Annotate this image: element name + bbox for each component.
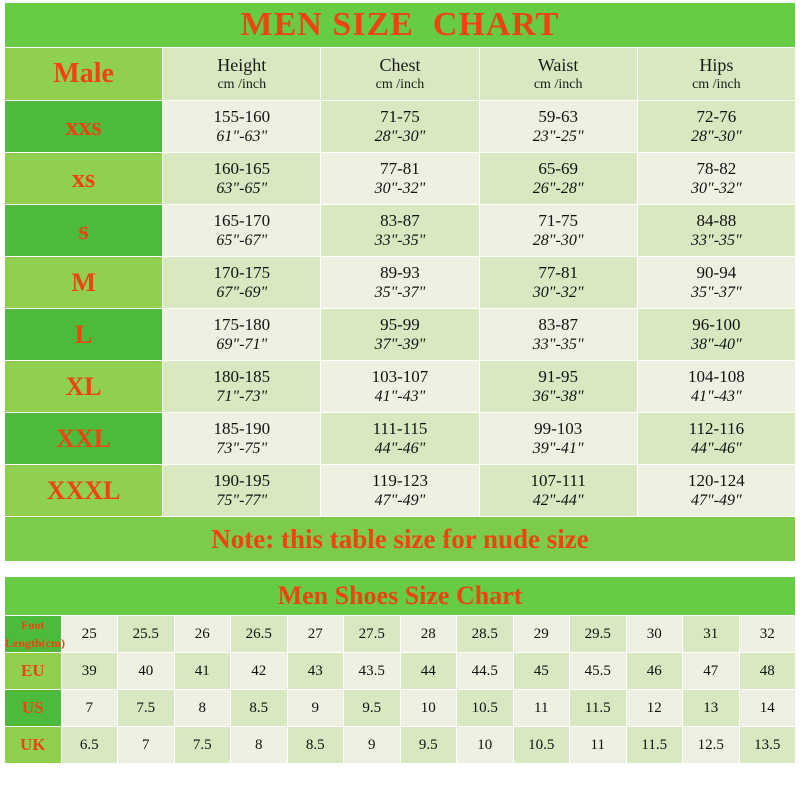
shoe-cell-text: 7 xyxy=(142,737,150,753)
cell-chest-in: 44"-46" xyxy=(374,440,426,457)
cell-hips xyxy=(637,309,795,361)
cell-hips-in: 28"-30" xyxy=(690,128,742,145)
table-row xyxy=(5,205,796,257)
shoe-cell xyxy=(344,690,401,727)
shoe-cell xyxy=(513,616,570,653)
shoe-row-us xyxy=(5,690,796,727)
shoe-cell-text: 42 xyxy=(251,663,267,679)
shoe-cell xyxy=(739,616,796,653)
shoe-cell xyxy=(61,653,118,690)
shoe-cell-text: 8.5 xyxy=(305,737,325,753)
row-size-label xyxy=(5,309,163,361)
cell-hips-in: 41"-43" xyxy=(690,388,742,405)
row-size-label xyxy=(5,101,163,153)
row-size-text: XXXL xyxy=(46,475,121,505)
header-waist-label: Waist xyxy=(537,55,579,75)
shoe-cell xyxy=(739,690,796,727)
cell-chest-in: 37"-39" xyxy=(374,336,426,353)
cell-chest-cm: 83-87 xyxy=(380,211,420,230)
row-size-text: XXL xyxy=(56,423,112,453)
header-waist-cell xyxy=(479,48,637,101)
cell-height-in: 75"-77" xyxy=(216,492,268,509)
shoe-cell-text: 9.5 xyxy=(362,700,382,716)
cell-hips xyxy=(637,153,795,205)
table-row xyxy=(5,101,796,153)
shoe-cell-text: 9.5 xyxy=(418,737,438,753)
shoe-cell-text: 39 xyxy=(81,663,97,679)
shoe-cell xyxy=(231,727,288,764)
cell-waist-in: 23"-25" xyxy=(532,128,584,145)
shoe-cell xyxy=(118,616,175,653)
cell-chest-cm: 119-123 xyxy=(371,471,428,490)
shoe-cell-text: 25.5 xyxy=(132,626,159,642)
cell-chest-cm: 103-107 xyxy=(371,367,429,386)
shoe-cell-text: 12.5 xyxy=(697,737,724,753)
shoe-row-foot-length xyxy=(5,616,796,653)
shoe-cell-text: 47 xyxy=(703,663,719,679)
shoe-cell xyxy=(231,690,288,727)
cell-height xyxy=(163,361,321,413)
cell-waist-in: 26"-28" xyxy=(532,180,584,197)
header-chest-label: Chest xyxy=(379,55,421,75)
cell-waist xyxy=(479,153,637,205)
shoe-cell xyxy=(683,616,740,653)
cell-hips-cm: 78-82 xyxy=(696,159,737,178)
shoe-cell xyxy=(513,690,570,727)
shoe-row-label xyxy=(5,727,62,764)
cell-height-in: 71"-73" xyxy=(216,388,268,405)
shoe-cell-text: 30 xyxy=(646,626,662,642)
cell-waist-cm: 59-63 xyxy=(538,107,578,126)
cell-waist xyxy=(479,309,637,361)
header-height-unit: cm /inch xyxy=(217,77,267,92)
shoe-cell xyxy=(61,727,118,764)
shoe-cell xyxy=(400,653,457,690)
cell-height-cm: 155-160 xyxy=(213,107,271,126)
shoe-cell xyxy=(174,653,231,690)
cell-height-in: 67"-69" xyxy=(216,284,268,301)
cell-height-cm: 165-170 xyxy=(213,211,271,230)
shoe-cell-text: 26 xyxy=(194,626,210,642)
row-size-text: XL xyxy=(65,371,102,401)
table-row xyxy=(5,153,796,205)
cell-height-cm: 160-165 xyxy=(213,159,271,178)
shoe-cell xyxy=(626,616,683,653)
shoe-cell xyxy=(287,616,344,653)
shoe-cell xyxy=(344,653,401,690)
cell-chest xyxy=(321,361,479,413)
shoe-row-label xyxy=(5,653,62,690)
shoe-cell-text: 13 xyxy=(703,700,719,716)
shoe-cell xyxy=(739,727,796,764)
table-header-row xyxy=(5,48,796,101)
cell-height-in: 61"-63" xyxy=(216,128,268,145)
cell-chest-in: 35"-37" xyxy=(374,284,426,301)
shoe-cell xyxy=(174,690,231,727)
cell-hips xyxy=(637,361,795,413)
shoe-cell xyxy=(344,727,401,764)
shoe-cell-text: 12 xyxy=(646,700,662,716)
cell-hips-in: 44"-46" xyxy=(690,440,742,457)
cell-waist-in: 39"-41" xyxy=(532,440,584,457)
shoe-cell xyxy=(118,690,175,727)
cell-hips xyxy=(637,413,795,465)
shoe-cell xyxy=(174,616,231,653)
shoe-row-label-text: EU xyxy=(20,661,45,680)
cell-chest-cm: 111-115 xyxy=(372,419,428,438)
shoe-row-label-text: Foot Length(cm) xyxy=(5,618,65,650)
note-row xyxy=(5,517,796,562)
shoe-cell-text: 28.5 xyxy=(471,626,498,642)
shoe-cell-text: 43 xyxy=(307,663,323,679)
row-size-text: xxs xyxy=(65,111,102,141)
cell-hips-cm: 96-100 xyxy=(692,315,741,334)
shoe-cell-text: 31 xyxy=(703,626,719,642)
shoe-cell-text: 46 xyxy=(646,663,662,679)
table-row xyxy=(5,257,796,309)
cell-hips-in: 33"-35" xyxy=(690,232,742,249)
shoe-cell xyxy=(513,653,570,690)
header-height-label: Height xyxy=(217,55,267,75)
shoe-cell-text: 13.5 xyxy=(754,737,781,753)
header-male-label: Male xyxy=(53,58,114,89)
shoe-cell xyxy=(400,690,457,727)
cell-waist xyxy=(479,205,637,257)
cell-hips-cm: 90-94 xyxy=(696,263,737,282)
shoe-chart-title-cell xyxy=(5,577,796,616)
shoe-cell xyxy=(118,727,175,764)
cell-waist-in: 36"-38" xyxy=(532,388,584,405)
shoe-cell-text: 26.5 xyxy=(245,626,272,642)
shoe-cell xyxy=(118,653,175,690)
cell-waist-cm: 65-69 xyxy=(538,159,578,178)
cell-chest-cm: 77-81 xyxy=(380,159,420,178)
row-size-label xyxy=(5,361,163,413)
shoe-cell-text: 43.5 xyxy=(358,663,385,679)
shoe-cell xyxy=(683,653,740,690)
cell-waist xyxy=(479,465,637,517)
cell-height-cm: 170-175 xyxy=(213,263,271,282)
shoe-cell-text: 6.5 xyxy=(79,737,99,753)
table-row xyxy=(5,309,796,361)
men-size-chart-table xyxy=(4,2,796,562)
men-shoes-size-chart-table xyxy=(4,576,796,764)
cell-waist xyxy=(479,257,637,309)
cell-height-in: 69"-71" xyxy=(216,336,268,353)
cell-waist-in: 28"-30" xyxy=(532,232,584,249)
shoe-cell xyxy=(231,616,288,653)
header-chest-unit: cm /inch xyxy=(375,77,425,92)
shoe-cell-text: 48 xyxy=(759,663,775,679)
shoe-cell-text: 7 xyxy=(85,700,93,716)
cell-waist-in: 33"-35" xyxy=(532,336,584,353)
cell-height-in: 63"-65" xyxy=(216,180,268,197)
cell-hips-cm: 112-116 xyxy=(688,419,745,438)
shoe-cell-text: 40 xyxy=(138,663,154,679)
cell-height xyxy=(163,205,321,257)
row-size-text: s xyxy=(78,215,89,245)
shoe-cell-text: 11 xyxy=(534,700,549,716)
shoe-cell xyxy=(570,653,627,690)
chart-title-cell xyxy=(5,3,796,48)
cell-waist-in: 30"-32" xyxy=(532,284,584,301)
cell-chest-cm: 89-93 xyxy=(380,263,420,282)
cell-hips-cm: 104-108 xyxy=(688,367,745,386)
shoe-cell xyxy=(400,727,457,764)
cell-hips xyxy=(637,101,795,153)
shoe-cell xyxy=(287,727,344,764)
shoe-row-label xyxy=(5,616,65,653)
shoe-cell xyxy=(513,727,570,764)
shoe-cell-text: 10 xyxy=(477,737,493,753)
section-divider xyxy=(0,562,800,576)
shoe-cell-text: 25 xyxy=(81,626,97,642)
shoe-row-uk xyxy=(5,727,796,764)
shoe-cell-text: 27 xyxy=(307,626,323,642)
cell-hips-in: 38"-40" xyxy=(690,336,742,353)
header-hips-cell xyxy=(637,48,795,101)
shoe-cell-text: 10.5 xyxy=(528,737,555,753)
cell-waist-cm: 107-111 xyxy=(530,471,586,490)
cell-hips xyxy=(637,205,795,257)
cell-waist-cm: 77-81 xyxy=(538,263,578,282)
shoe-cell xyxy=(400,616,457,653)
cell-height xyxy=(163,257,321,309)
cell-hips xyxy=(637,257,795,309)
shoe-chart-title: Men Shoes Size Chart xyxy=(277,581,523,610)
cell-height-cm: 175-180 xyxy=(213,315,271,334)
row-size-label xyxy=(5,153,163,205)
cell-chest-in: 33"-35" xyxy=(374,232,426,249)
row-size-label xyxy=(5,465,163,517)
cell-hips-in: 30"-32" xyxy=(690,180,742,197)
note-cell xyxy=(5,517,796,562)
cell-waist-cm: 99-103 xyxy=(534,419,583,438)
shoe-row-eu xyxy=(5,653,796,690)
shoe-cell-text: 10 xyxy=(420,700,436,716)
row-size-text: xs xyxy=(72,163,96,193)
shoe-cell-text: 45 xyxy=(533,663,549,679)
shoe-cell xyxy=(344,616,401,653)
header-male-cell xyxy=(5,48,163,101)
shoe-cell xyxy=(457,653,514,690)
cell-waist-cm: 71-75 xyxy=(538,211,578,230)
header-hips-unit: cm /inch xyxy=(692,77,741,92)
cell-chest xyxy=(321,153,479,205)
shoe-cell xyxy=(287,653,344,690)
header-chest-cell xyxy=(321,48,479,101)
shoe-cell-text: 10.5 xyxy=(471,700,498,716)
row-size-label xyxy=(5,413,163,465)
cell-waist xyxy=(479,413,637,465)
shoe-cell-text: 9 xyxy=(368,737,376,753)
cell-chest xyxy=(321,205,479,257)
cell-chest-in: 41"-43" xyxy=(374,388,426,405)
cell-waist xyxy=(479,101,637,153)
shoe-cell xyxy=(231,653,288,690)
row-size-text: L xyxy=(74,319,93,349)
shoe-cell-text: 27.5 xyxy=(358,626,385,642)
shoe-cell xyxy=(570,690,627,727)
shoe-cell xyxy=(174,727,231,764)
shoe-cell xyxy=(287,690,344,727)
cell-chest xyxy=(321,257,479,309)
cell-hips-cm: 72-76 xyxy=(696,107,737,126)
shoe-cell-text: 11.5 xyxy=(584,700,611,716)
cell-chest xyxy=(321,413,479,465)
shoe-cell-text: 44 xyxy=(420,663,436,679)
cell-hips-in: 47"-49" xyxy=(690,492,742,509)
cell-height-cm: 180-185 xyxy=(213,367,271,386)
cell-chest-cm: 71-75 xyxy=(380,107,420,126)
shoe-cell-text: 41 xyxy=(194,663,210,679)
shoe-cell xyxy=(570,727,627,764)
header-height-cell xyxy=(163,48,321,101)
shoe-cell-text: 9 xyxy=(311,700,319,716)
shoe-cell xyxy=(570,616,627,653)
page-title: MEN SIZE CHART xyxy=(240,6,560,43)
cell-chest xyxy=(321,309,479,361)
shoe-cell xyxy=(626,727,683,764)
cell-chest-in: 47"-49" xyxy=(374,492,426,509)
table-row xyxy=(5,361,796,413)
cell-chest xyxy=(321,101,479,153)
shoe-cell xyxy=(683,727,740,764)
cell-waist-in: 42"-44" xyxy=(532,492,584,509)
shoe-cell-text: 28 xyxy=(420,626,436,642)
row-size-label xyxy=(5,257,163,309)
cell-hips-cm: 120-124 xyxy=(688,471,745,490)
shoe-cell-text: 32 xyxy=(759,626,775,642)
row-size-text: M xyxy=(71,267,96,297)
cell-waist-cm: 91-95 xyxy=(538,367,578,386)
shoe-cell-text: 29.5 xyxy=(584,626,611,642)
chart-title-row xyxy=(5,3,796,48)
cell-hips-cm: 84-88 xyxy=(696,211,737,230)
cell-height-cm: 190-195 xyxy=(213,471,271,490)
cell-height-in: 65"-67" xyxy=(216,232,268,249)
shoe-cell-text: 8.5 xyxy=(249,700,269,716)
shoe-row-label xyxy=(5,690,62,727)
cell-hips-in: 35"-37" xyxy=(690,284,742,301)
cell-height xyxy=(163,309,321,361)
cell-waist-cm: 83-87 xyxy=(538,315,578,334)
table-row xyxy=(5,413,796,465)
shoe-cell-text: 44.5 xyxy=(471,663,498,679)
shoe-cell-text: 45.5 xyxy=(584,663,611,679)
cell-height xyxy=(163,413,321,465)
shoe-cell xyxy=(739,653,796,690)
cell-height xyxy=(163,153,321,205)
shoe-cell xyxy=(683,690,740,727)
shoe-cell xyxy=(61,616,118,653)
cell-chest-in: 28"-30" xyxy=(374,128,426,145)
cell-height-in: 73"-75" xyxy=(216,440,268,457)
shoe-cell-text: 7.5 xyxy=(192,737,212,753)
shoe-cell-text: 7.5 xyxy=(136,700,156,716)
shoe-title-row xyxy=(5,577,796,616)
cell-hips xyxy=(637,465,795,517)
cell-height xyxy=(163,465,321,517)
shoe-cell-text: 11.5 xyxy=(641,737,668,753)
shoe-cell xyxy=(626,653,683,690)
cell-chest-cm: 95-99 xyxy=(380,315,420,334)
shoe-cell-text: 8 xyxy=(198,700,206,716)
cell-height-cm: 185-190 xyxy=(213,419,271,438)
cell-waist xyxy=(479,361,637,413)
shoe-cell xyxy=(457,727,514,764)
shoe-cell xyxy=(61,690,118,727)
size-chart-page xyxy=(0,2,800,802)
header-waist-unit: cm /inch xyxy=(533,77,583,92)
shoe-cell-text: 11 xyxy=(590,737,605,753)
note-text: Note: this table size for nude size xyxy=(211,523,589,554)
shoe-cell-text: 8 xyxy=(255,737,263,753)
table-row xyxy=(5,465,796,517)
shoe-cell xyxy=(457,616,514,653)
shoe-row-label-text: US xyxy=(21,698,44,717)
header-hips-label: Hips xyxy=(699,55,734,75)
shoe-cell xyxy=(626,690,683,727)
shoe-cell-text: 14 xyxy=(759,700,775,716)
shoe-row-label-text: UK xyxy=(20,735,46,754)
shoe-cell xyxy=(457,690,514,727)
row-size-label xyxy=(5,205,163,257)
cell-chest-in: 30"-32" xyxy=(374,180,426,197)
cell-height xyxy=(163,101,321,153)
cell-chest xyxy=(321,465,479,517)
shoe-cell-text: 29 xyxy=(533,626,549,642)
